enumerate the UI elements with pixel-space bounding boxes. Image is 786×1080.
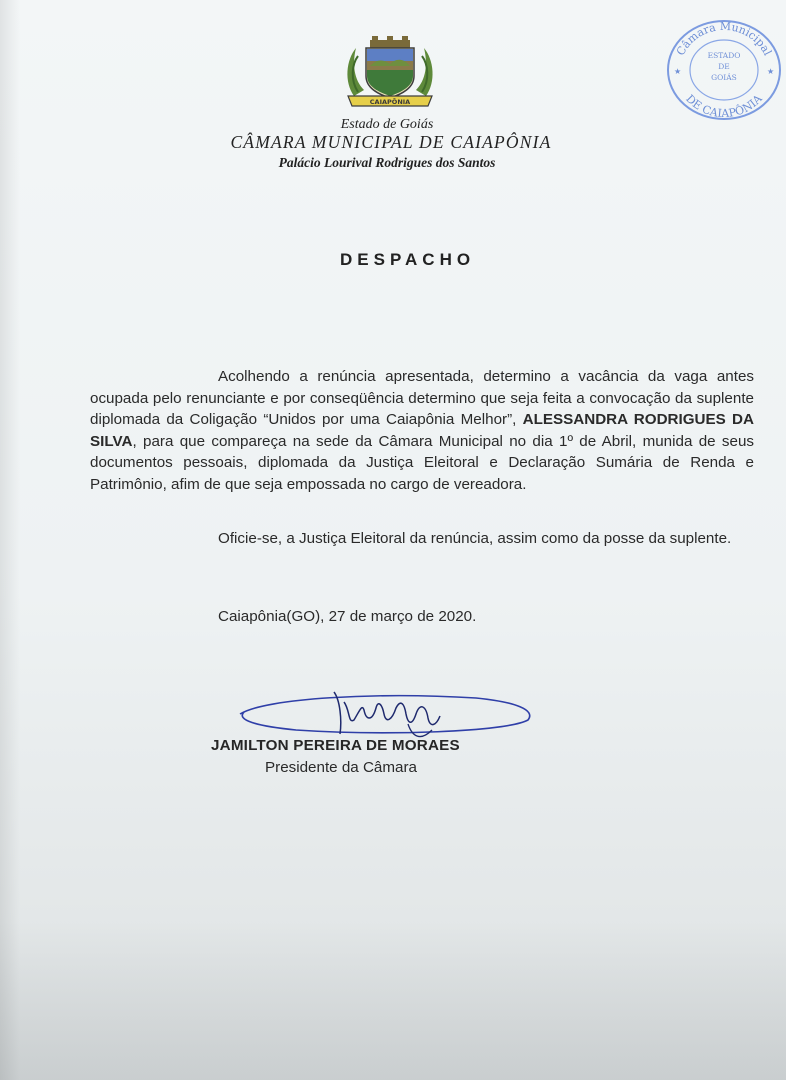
paragraph-1-text-b: , para que compareça na sede da Câmara Municipal no dia 1º de Abril, munida de seus documentos pessoais, diplomada da Justiça Eleitoral e Declaração Sumária de Renda e Patrimônio, afim de que seja empossada no cargo de vereadora.: [90, 432, 754, 493]
stamp-star-left-icon: ★: [674, 67, 682, 76]
chamber-stamp: [665, 18, 783, 122]
paragraph-1-name: ALESSANDRA RODRIGUES DA SILVA: [90, 411, 754, 450]
header-state: Estado de Goiás: [340, 117, 434, 132]
stamp-inner-line-2: DE: [718, 62, 730, 71]
paragraph-1: [90, 366, 754, 495]
page-bottom-shade: [0, 920, 786, 1080]
paragraph-2: Oficie-se, a Justiça Eleitoral da renúncia, assim como da posse da suplente.: [218, 530, 732, 547]
stamp-inner-line-3: GOIÁS: [711, 73, 737, 82]
paragraph-1-text-a: Acolhendo a renúncia apresentada, determino a vacância da vaga antes ocupada pelo renunciante e por conseqüência determino que seja feita a convocação da suplente diplomada da Coligação “Unidos por uma Caiapônia Melhor”,: [90, 368, 754, 428]
stamp-outer-bottom-text: DE CAIAPÔNIA: [683, 92, 765, 121]
header-palace-name: Palácio Lourival Rodrigues dos Santos: [278, 155, 496, 170]
signatory-name: JAMILTON PEREIRA DE MORAES: [211, 737, 460, 754]
municipal-crest-icon: [340, 34, 440, 112]
crest-banner-text: CAIAPÔNIA: [369, 98, 411, 106]
stamp-star-right-icon: ★: [767, 67, 775, 76]
stamp-outer-top-text: Câmara Municipal: [673, 19, 775, 58]
header-chamber-name: CÂMARA MUNICIPAL DE CAIAPÔNIA: [230, 132, 552, 152]
signatory-role: Presidente da Câmara: [265, 759, 417, 776]
date-line: Caiapônia(GO), 27 de março de 2020.: [218, 608, 477, 625]
stamp-inner-line-1: ESTADO: [707, 51, 741, 60]
document-title: DESPACHO: [340, 250, 476, 269]
